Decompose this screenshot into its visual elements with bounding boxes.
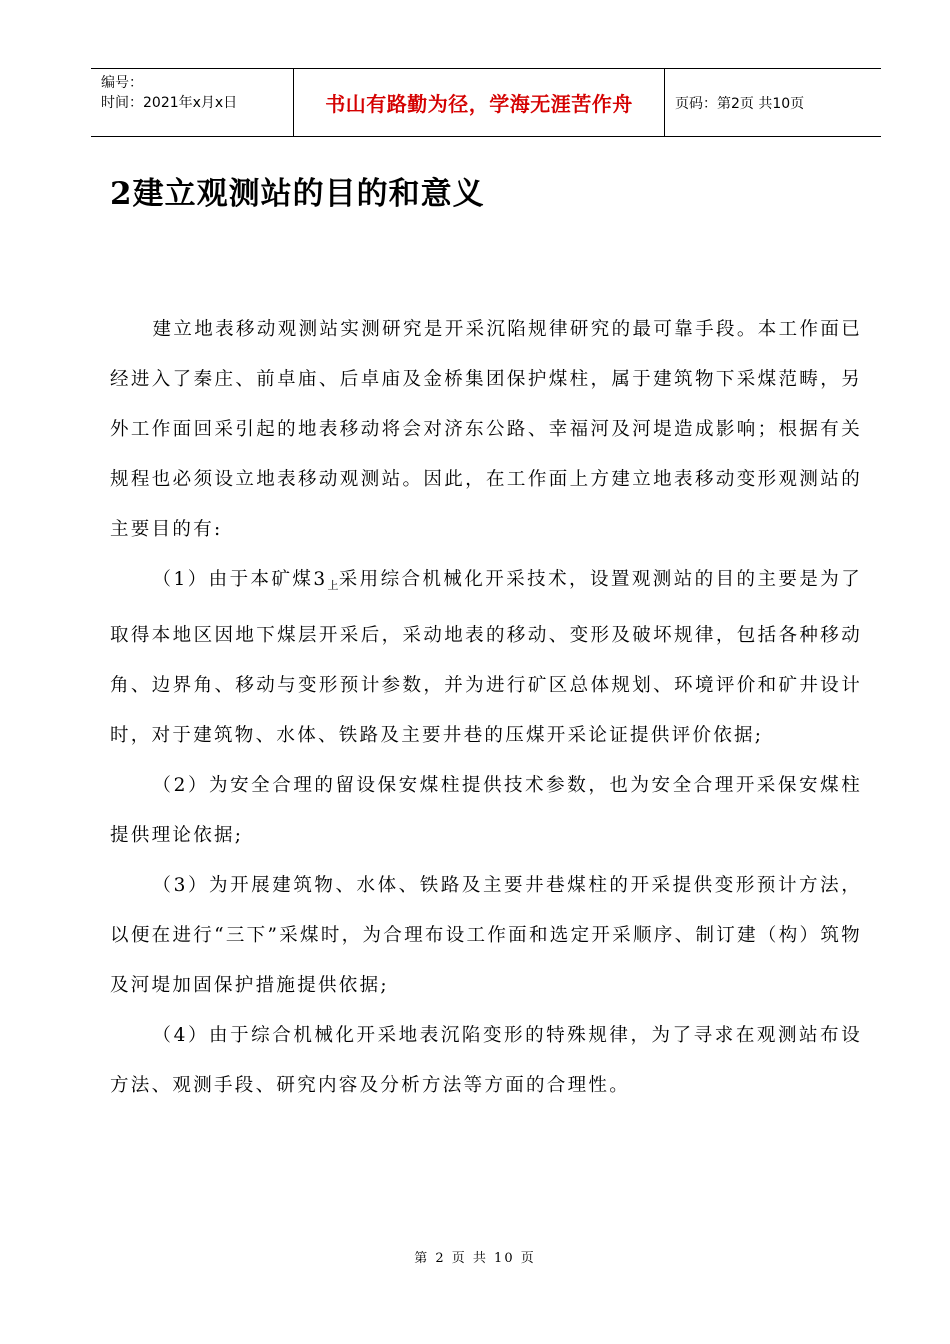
purpose-paragraph-3: （3）为开展建筑物、水体、铁路及主要井巷煤柱的开采提供变形预计方法，以便在进行“三下”采煤时，为合理布设工作面和选定开采顺序、制订建（构）筑物及河堤加固保护措施提供依据; bbox=[110, 875, 862, 996]
page-footer: 第 2 页 共 10 页 bbox=[414, 1251, 536, 1266]
header-motto: 书山有路勤为径，学海无涯苦作舟 bbox=[293, 69, 665, 136]
p1-subscript: 上 bbox=[327, 579, 339, 592]
time-label: 时间：2021年x月x日 bbox=[101, 95, 238, 111]
header-left-cell bbox=[91, 69, 293, 136]
intro-paragraph: 建立地表移动观测站实测研究是开采沉陷规律研究的最可靠手段。本工作面已经进入了秦庄、前卓庙、后卓庙及金桥集团保护煤柱，属于建筑物下采煤范畴，另外工作面回采引起的地表移动将会对济东公路、幸福河及河堤造成影响；根据有关规程也必须设立地表移动观测站。因此，在工作面上方建立地表移动变形观测站的主要目的有: bbox=[110, 319, 862, 540]
section-title: 2建立观测站的目的和意义 bbox=[110, 176, 485, 212]
p1-text-before: （1）由于本矿煤3 bbox=[152, 569, 328, 590]
purpose-paragraph-1 bbox=[110, 555, 862, 761]
number-label: 编号： bbox=[101, 75, 143, 91]
purpose-paragraph-2: （2）为安全合理的留设保安煤柱提供技术参数，也为安全合理开采保安煤柱提供理论依据; bbox=[110, 775, 862, 846]
header-page-code: 页码：第2页 共10页 bbox=[675, 95, 805, 112]
page-header bbox=[91, 68, 881, 137]
p1-text-after: 采用综合机械化开采技术，设置观测站的目的主要是为了取得本地区因地下煤层开采后，采动地表的移动、变形及破坏规律，包括各种移动角、边界角、移动与变形预计参数，并为进行矿区总体规划、环境评价和矿井设计时，对于建筑物、水体、铁路及主要井巷的压煤开采论证提供评价依据; bbox=[110, 569, 862, 746]
document-body bbox=[110, 305, 862, 1111]
purpose-paragraph-4: （4）由于综合机械化开采地表沉陷变形的特殊规律，为了寻求在观测站布设方法、观测手段、研究内容及分析方法等方面的合理性。 bbox=[110, 1025, 862, 1096]
